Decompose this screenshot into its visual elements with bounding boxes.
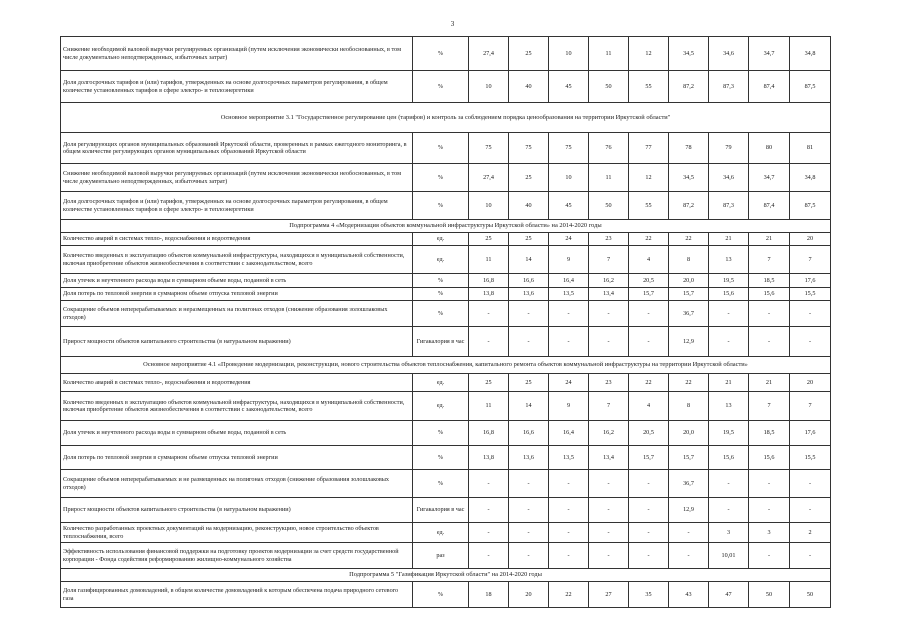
indicator-name: Доля потерь по тепловой энергии в суммарном объеме отпуска тепловой энергии bbox=[61, 446, 413, 470]
value-cell: - bbox=[669, 543, 709, 569]
value-cell: 15,6 bbox=[749, 446, 790, 470]
indicator-name: Доля газифицированных домовладений, в общем количестве домовладений к которым обеспечена подача природного сетевого газа bbox=[61, 582, 413, 608]
value-cell: 22 bbox=[669, 374, 709, 392]
value-cell: 16,2 bbox=[589, 274, 629, 288]
unit-cell: % bbox=[413, 164, 469, 192]
value-cell: - bbox=[629, 327, 669, 357]
value-cell: 13,5 bbox=[549, 288, 589, 301]
unit-cell: ед. bbox=[413, 233, 469, 246]
value-cell: - bbox=[509, 498, 549, 523]
table-row bbox=[61, 37, 831, 71]
value-cell: 27,4 bbox=[469, 37, 509, 71]
value-cell: 15,5 bbox=[790, 446, 831, 470]
value-cell: 22 bbox=[629, 233, 669, 246]
value-cell: - bbox=[749, 301, 790, 327]
value-cell: - bbox=[629, 543, 669, 569]
value-cell: 34,7 bbox=[749, 164, 790, 192]
value-cell: - bbox=[549, 470, 589, 498]
value-cell: 18,5 bbox=[749, 274, 790, 288]
table-row bbox=[61, 327, 831, 357]
value-cell: - bbox=[469, 543, 509, 569]
value-cell: - bbox=[790, 301, 831, 327]
table-row bbox=[61, 543, 831, 569]
section-header-row bbox=[61, 357, 831, 374]
value-cell: 16,2 bbox=[589, 421, 629, 446]
value-cell: 34,7 bbox=[749, 37, 790, 71]
value-cell: - bbox=[589, 498, 629, 523]
value-cell: 12,9 bbox=[669, 498, 709, 523]
value-cell: 47 bbox=[709, 582, 749, 608]
value-cell: 10 bbox=[469, 71, 509, 103]
value-cell: - bbox=[509, 327, 549, 357]
unit-cell: % bbox=[413, 274, 469, 288]
unit-cell: % bbox=[413, 192, 469, 220]
value-cell: 12 bbox=[629, 37, 669, 71]
value-cell: 23 bbox=[589, 374, 629, 392]
value-cell: 7 bbox=[749, 246, 790, 274]
value-cell: 20 bbox=[790, 374, 831, 392]
table-row bbox=[61, 133, 831, 164]
value-cell: 13,5 bbox=[549, 446, 589, 470]
section-title: Основное мероприятие 3.1 "Государственное регулирование цен (тарифов) и контроль за соблюдением порядка ценообразования на территории Иркутской области" bbox=[61, 103, 831, 133]
table-row bbox=[61, 498, 831, 523]
value-cell: 50 bbox=[589, 192, 629, 220]
unit-cell: % bbox=[413, 446, 469, 470]
value-cell: 15,7 bbox=[629, 288, 669, 301]
value-cell: - bbox=[469, 470, 509, 498]
unit-cell: ед. bbox=[413, 374, 469, 392]
value-cell: 75 bbox=[509, 133, 549, 164]
value-cell: - bbox=[549, 498, 589, 523]
value-cell: 20,0 bbox=[669, 274, 709, 288]
indicator-name: Количество введенных в эксплуатацию объектов коммунальной инфраструктуры, находящихся в муниципальной собственности, включая приобретение объектов жизнеобеспечения в соответствии с законодательством, всего bbox=[61, 246, 413, 274]
value-cell: - bbox=[549, 327, 589, 357]
value-cell: 21 bbox=[749, 374, 790, 392]
value-cell: 16,4 bbox=[549, 421, 589, 446]
value-cell: 4 bbox=[629, 246, 669, 274]
value-cell: 13,6 bbox=[509, 446, 549, 470]
table-row bbox=[61, 246, 831, 274]
value-cell: 34,5 bbox=[669, 164, 709, 192]
value-cell: 8 bbox=[669, 246, 709, 274]
value-cell: 18 bbox=[469, 582, 509, 608]
value-cell: - bbox=[629, 498, 669, 523]
value-cell: 22 bbox=[549, 582, 589, 608]
indicator-name: Количество аварий в системах тепло-, водоснабжения и водоотведения bbox=[61, 374, 413, 392]
value-cell: - bbox=[589, 301, 629, 327]
indicator-name: Сокращение объемов неперерабатываемых и не размещенных на полигонах отходов (снижение образования золошлаковых отходов) bbox=[61, 470, 413, 498]
value-cell: 7 bbox=[749, 392, 790, 421]
value-cell: 87,4 bbox=[749, 192, 790, 220]
value-cell: - bbox=[629, 523, 669, 543]
value-cell: 45 bbox=[549, 71, 589, 103]
value-cell: 15,7 bbox=[669, 288, 709, 301]
value-cell: - bbox=[589, 327, 629, 357]
value-cell: 81 bbox=[790, 133, 831, 164]
indicator-name: Количество введенных в эксплуатацию объектов коммунальной инфраструктуры, находящихся в муниципальной собственности, включая приобретение объектов жизнеобеспечения в соответствии с законодательством, всего bbox=[61, 392, 413, 421]
indicator-name: Сокращение объемов неперерабатываемых и неразмещенных на полигонах отходов (снижение образования золошлаковых отходов) bbox=[61, 301, 413, 327]
value-cell: 87,3 bbox=[709, 192, 749, 220]
value-cell: 16,4 bbox=[549, 274, 589, 288]
indicator-name: Доля потерь по тепловой энергии в суммарном объеме отпуска тепловой энергии bbox=[61, 288, 413, 301]
value-cell: 16,6 bbox=[509, 274, 549, 288]
unit-cell: ед. bbox=[413, 523, 469, 543]
table-body bbox=[61, 37, 831, 608]
table-row bbox=[61, 233, 831, 246]
table-row bbox=[61, 582, 831, 608]
indicator-name: Доля долгосрочных тарифов и (или) тарифов, утвержденных на основе долгосрочных параметров регулирования, в общем количестве установленных тарифов в сфере электро- и теплоэнергетики bbox=[61, 71, 413, 103]
value-cell: - bbox=[749, 327, 790, 357]
table-row bbox=[61, 374, 831, 392]
value-cell: 11 bbox=[589, 164, 629, 192]
value-cell: 25 bbox=[469, 374, 509, 392]
value-cell: 20,0 bbox=[669, 421, 709, 446]
value-cell: 40 bbox=[509, 192, 549, 220]
table-row bbox=[61, 192, 831, 220]
value-cell: 16,6 bbox=[509, 421, 549, 446]
value-cell: - bbox=[469, 498, 509, 523]
table-row bbox=[61, 470, 831, 498]
value-cell: - bbox=[709, 327, 749, 357]
value-cell: 75 bbox=[469, 133, 509, 164]
value-cell: - bbox=[749, 470, 790, 498]
unit-cell: ед. bbox=[413, 392, 469, 421]
value-cell: 21 bbox=[749, 233, 790, 246]
indicator-name: Прирост мощности объектов капитального строительства (в натуральном выражении) bbox=[61, 327, 413, 357]
value-cell: - bbox=[749, 498, 790, 523]
value-cell: 7 bbox=[790, 392, 831, 421]
value-cell: 11 bbox=[589, 37, 629, 71]
unit-cell: % bbox=[413, 470, 469, 498]
value-cell: 50 bbox=[749, 582, 790, 608]
section-header-row bbox=[61, 220, 831, 233]
value-cell: 13 bbox=[709, 246, 749, 274]
value-cell: 10 bbox=[549, 37, 589, 71]
value-cell: 27,4 bbox=[469, 164, 509, 192]
value-cell: 13,8 bbox=[469, 288, 509, 301]
value-cell: 22 bbox=[629, 374, 669, 392]
value-cell: 4 bbox=[629, 392, 669, 421]
value-cell: 87,2 bbox=[669, 71, 709, 103]
value-cell: 79 bbox=[709, 133, 749, 164]
value-cell: 34,8 bbox=[790, 37, 831, 71]
value-cell: 17,6 bbox=[790, 274, 831, 288]
value-cell: - bbox=[790, 470, 831, 498]
value-cell: - bbox=[589, 543, 629, 569]
value-cell: 87,3 bbox=[709, 71, 749, 103]
value-cell: - bbox=[629, 470, 669, 498]
value-cell: 75 bbox=[549, 133, 589, 164]
value-cell: 21 bbox=[709, 374, 749, 392]
unit-cell: % bbox=[413, 582, 469, 608]
value-cell: 16,8 bbox=[469, 274, 509, 288]
table-row bbox=[61, 164, 831, 192]
value-cell: 24 bbox=[549, 374, 589, 392]
table-row bbox=[61, 421, 831, 446]
table-row bbox=[61, 301, 831, 327]
value-cell: 34,8 bbox=[790, 164, 831, 192]
table-row bbox=[61, 71, 831, 103]
value-cell: 15,6 bbox=[709, 288, 749, 301]
value-cell: 10 bbox=[549, 164, 589, 192]
unit-cell: раз bbox=[413, 543, 469, 569]
value-cell: 17,6 bbox=[790, 421, 831, 446]
indicators-table bbox=[60, 36, 831, 608]
value-cell: 80 bbox=[749, 133, 790, 164]
value-cell: 50 bbox=[589, 71, 629, 103]
value-cell: - bbox=[549, 301, 589, 327]
value-cell: - bbox=[549, 543, 589, 569]
value-cell: 27 bbox=[589, 582, 629, 608]
value-cell: - bbox=[549, 523, 589, 543]
value-cell: 20,5 bbox=[629, 274, 669, 288]
value-cell: 76 bbox=[589, 133, 629, 164]
value-cell: - bbox=[509, 523, 549, 543]
value-cell: 34,6 bbox=[709, 37, 749, 71]
section-title: Подпрограмма 4 «Модернизация объектов коммунальной инфраструктуры Иркутской области» на 2014-2020 годы bbox=[61, 220, 831, 233]
table-row bbox=[61, 392, 831, 421]
value-cell: 19,5 bbox=[709, 274, 749, 288]
value-cell: - bbox=[669, 523, 709, 543]
table-row bbox=[61, 446, 831, 470]
value-cell: 21 bbox=[709, 233, 749, 246]
value-cell: 87,4 bbox=[749, 71, 790, 103]
value-cell: 16,8 bbox=[469, 421, 509, 446]
indicator-name: Прирост мощности объектов капитального строительства (в натуральном выражении) bbox=[61, 498, 413, 523]
value-cell: 50 bbox=[790, 582, 831, 608]
value-cell: 18,5 bbox=[749, 421, 790, 446]
value-cell: 20,5 bbox=[629, 421, 669, 446]
value-cell: 8 bbox=[669, 392, 709, 421]
value-cell: - bbox=[709, 498, 749, 523]
value-cell: 13,4 bbox=[589, 446, 629, 470]
value-cell: 13 bbox=[709, 392, 749, 421]
section-title: Подпрограмма 5 "Газификация Иркутской области" на 2014-2020 годы bbox=[61, 569, 831, 582]
unit-cell: Гигакалория в час bbox=[413, 327, 469, 357]
value-cell: - bbox=[509, 470, 549, 498]
value-cell: - bbox=[629, 301, 669, 327]
value-cell: 22 bbox=[669, 233, 709, 246]
value-cell: 9 bbox=[549, 392, 589, 421]
value-cell: 7 bbox=[790, 246, 831, 274]
unit-cell: % bbox=[413, 301, 469, 327]
value-cell: 36,7 bbox=[669, 301, 709, 327]
value-cell: 35 bbox=[629, 582, 669, 608]
unit-cell: % bbox=[413, 133, 469, 164]
value-cell: 34,5 bbox=[669, 37, 709, 71]
value-cell: 25 bbox=[509, 374, 549, 392]
value-cell: 55 bbox=[629, 192, 669, 220]
value-cell: 36,7 bbox=[669, 470, 709, 498]
value-cell: 14 bbox=[509, 392, 549, 421]
indicator-name: Доля утечек и неучтенного расхода воды в суммарном объеме воды, поданной в сеть bbox=[61, 421, 413, 446]
value-cell: 15,5 bbox=[790, 288, 831, 301]
value-cell: 25 bbox=[509, 233, 549, 246]
value-cell: - bbox=[790, 543, 831, 569]
value-cell: - bbox=[469, 523, 509, 543]
value-cell: 9 bbox=[549, 246, 589, 274]
unit-cell: % bbox=[413, 288, 469, 301]
unit-cell: % bbox=[413, 421, 469, 446]
value-cell: 24 bbox=[549, 233, 589, 246]
indicator-name: Количество аварий в системах тепло-, водоснабжения и водоотведения bbox=[61, 233, 413, 246]
value-cell: 77 bbox=[629, 133, 669, 164]
value-cell: 12,9 bbox=[669, 327, 709, 357]
value-cell: 7 bbox=[589, 246, 629, 274]
value-cell: 87,5 bbox=[790, 192, 831, 220]
value-cell: - bbox=[509, 301, 549, 327]
value-cell: - bbox=[709, 470, 749, 498]
value-cell: 23 bbox=[589, 233, 629, 246]
value-cell: - bbox=[749, 543, 790, 569]
indicator-name: Снижение необходимой валовой выручки регулируемых организаций (путем исключения экономически необоснованных, в том числе документально неподтвержденных, избыточных затрат) bbox=[61, 164, 413, 192]
value-cell: 15,6 bbox=[709, 446, 749, 470]
value-cell: 11 bbox=[469, 392, 509, 421]
value-cell: 10,01 bbox=[709, 543, 749, 569]
section-header-row bbox=[61, 103, 831, 133]
value-cell: - bbox=[589, 470, 629, 498]
table-row bbox=[61, 288, 831, 301]
value-cell: 19,5 bbox=[709, 421, 749, 446]
value-cell: 3 bbox=[709, 523, 749, 543]
value-cell: 87,2 bbox=[669, 192, 709, 220]
value-cell: 15,6 bbox=[749, 288, 790, 301]
value-cell: 15,7 bbox=[669, 446, 709, 470]
indicator-name: Эффективность использования финансовой поддержки на подготовку проектов модернизации за счет средств государственной корпорации - Фонда содействия реформированию жилищно-коммунального хозяйства bbox=[61, 543, 413, 569]
value-cell: 34,6 bbox=[709, 164, 749, 192]
value-cell: - bbox=[509, 543, 549, 569]
page-number: 3 bbox=[450, 20, 455, 28]
indicator-name: Снижение необходимой валовой выручки регулируемых организаций (путем исключения экономически необоснованных, в том числе документально неподтвержденных, избыточных затрат) bbox=[61, 37, 413, 71]
value-cell: - bbox=[709, 301, 749, 327]
value-cell: 11 bbox=[469, 246, 509, 274]
section-header-row bbox=[61, 569, 831, 582]
value-cell: 78 bbox=[669, 133, 709, 164]
value-cell: 87,5 bbox=[790, 71, 831, 103]
indicator-name: Доля регулирующих органов муниципальных образований Иркутской области, проверенных в рамках ежегодного мониторинга, в общем количестве регулирующих органов муниципальных образований Иркутской области bbox=[61, 133, 413, 164]
value-cell: 7 bbox=[589, 392, 629, 421]
value-cell: 25 bbox=[509, 37, 549, 71]
indicator-name: Доля долгосрочных тарифов и (или) тарифов, утвержденных на основе долгосрочных параметров регулирования, в общем количестве установленных тарифов в сфере электро- и теплоэнергетики bbox=[61, 192, 413, 220]
value-cell: 10 bbox=[469, 192, 509, 220]
value-cell: - bbox=[589, 523, 629, 543]
value-cell: 12 bbox=[629, 164, 669, 192]
section-title: Основное мероприятие 4.1 «Проведение модернизации, реконструкции, нового строительства объектов теплоснабжения, капитального ремонта объектов коммунальной инфраструктуры на территории Иркутской области» bbox=[61, 357, 831, 374]
value-cell: 45 bbox=[549, 192, 589, 220]
value-cell: 40 bbox=[509, 71, 549, 103]
table-row bbox=[61, 274, 831, 288]
value-cell: 13,6 bbox=[509, 288, 549, 301]
value-cell: 20 bbox=[509, 582, 549, 608]
indicator-name: Доля утечек и неучтенного расхода воды в суммарном объеме воды, поданной в сеть bbox=[61, 274, 413, 288]
value-cell: 43 bbox=[669, 582, 709, 608]
unit-cell: Гигакалория в час bbox=[413, 498, 469, 523]
value-cell: - bbox=[790, 498, 831, 523]
value-cell: 25 bbox=[509, 164, 549, 192]
value-cell: 13,8 bbox=[469, 446, 509, 470]
table-row bbox=[61, 523, 831, 543]
unit-cell: % bbox=[413, 37, 469, 71]
value-cell: - bbox=[790, 327, 831, 357]
value-cell: 25 bbox=[469, 233, 509, 246]
unit-cell: % bbox=[413, 71, 469, 103]
indicator-name: Количество разработанных проектных документаций на модернизацию, реконструкцию, новое строительство объектов теплоснабжения, всего bbox=[61, 523, 413, 543]
value-cell: 20 bbox=[790, 233, 831, 246]
value-cell: 2 bbox=[790, 523, 831, 543]
value-cell: - bbox=[469, 301, 509, 327]
value-cell: 14 bbox=[509, 246, 549, 274]
value-cell: 55 bbox=[629, 71, 669, 103]
value-cell: 3 bbox=[749, 523, 790, 543]
value-cell: 13,4 bbox=[589, 288, 629, 301]
value-cell: - bbox=[469, 327, 509, 357]
unit-cell: ед. bbox=[413, 246, 469, 274]
value-cell: 15,7 bbox=[629, 446, 669, 470]
